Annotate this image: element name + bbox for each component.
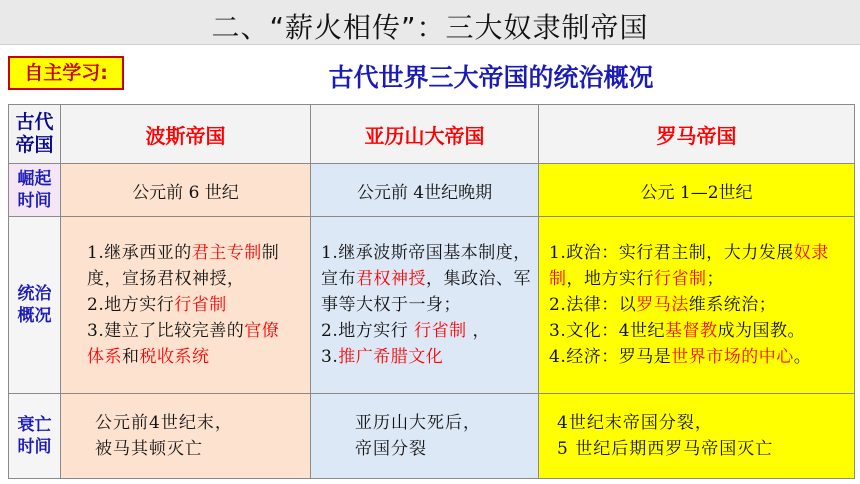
persia-rule-text [61,240,310,370]
highlight-text: 行省制 [654,269,707,289]
highlight-text: 君主专制 [191,243,262,263]
text-run: 维系统治； [688,295,777,315]
column-header-rome: 罗马帝国 [539,105,855,164]
text-run: 1.继承西亚的 [87,243,192,263]
highlight-text: 基督教 [665,321,718,341]
corner-cell [9,105,61,164]
persia-fall-line-1: 公元前4世纪末， [95,413,233,433]
text-run: ； [706,269,724,289]
empire-comparison-table [8,104,855,479]
highlight-text: 推广希腊文化 [338,347,444,367]
row-rise [9,164,855,217]
rome-rise-cell: 公元 1—2世纪 [539,164,855,217]
column-header-persia: 波斯帝国 [61,105,311,164]
text-run: ， [466,321,491,341]
alexander-fall-cell [311,394,539,479]
text-run: 1.继承波斯帝国基本制度，宣布 [321,243,531,289]
alexander-rise-cell: 公元前 4世纪晚期 [311,164,539,217]
highlight-text: 行省制 [414,321,467,341]
text-run: 2.法律：以 [549,295,637,315]
highlight-text: 行省制 [174,295,227,315]
text-run: 3. [321,347,339,367]
slide-title: 二、“薪火相传”：三大奴隶制帝国 [211,11,649,44]
rome-fall-cell [539,394,855,479]
rome-fall-line-1: 4世纪末帝国分裂， [557,413,713,433]
alexander-rule-cell [311,217,539,394]
persia-fall-cell [61,394,311,479]
text-run: 3.建立了比较完善的 [87,321,245,341]
alexander-fall-line-2: 帝国分裂 [355,439,427,459]
text-run: 。 [793,347,812,367]
rome-rule-text [539,240,854,370]
row-label-fall-line-1: 衰亡 [17,415,52,435]
rome-fall-text [539,410,854,462]
row-label-rule-line-2: 概况 [17,306,52,326]
row-rule [9,217,855,394]
row-label-rise-line-1: 崛起 [17,169,52,189]
slide-header [0,0,860,45]
highlight-text: 君权神授 [356,269,426,289]
row-label-rise-line-2: 时间 [17,191,52,211]
persia-fall-line-2: 被马其顿灭亡 [95,439,203,459]
row-label-rule-line-1: 统治 [17,284,52,304]
persia-rise-cell: 公元前 6 世纪 [61,164,311,217]
text-run: ，集政治、军事等大权于一身； [321,269,531,315]
persia-fall-text [61,410,310,462]
row-label-rise [9,164,61,217]
text-run: 成为国教。 [717,321,806,341]
text-run: 和 [122,347,140,367]
row-fall [9,394,855,479]
text-run: 2.地方实行 [321,321,415,341]
alexander-rule-text [311,240,538,370]
alexander-fall-line-1: 亚历山大死后， [355,413,481,433]
text-run: ，地方实行 [566,269,654,289]
text-run: 2.地方实行 [87,295,175,315]
highlight-text: 世界市场的中心 [671,347,794,367]
header-row [9,105,855,164]
highlight-text: 奴隶制 [549,243,829,289]
text-run: 1.政治：实行君主制，大力发展 [549,243,794,263]
rome-fall-line-2: 5 世纪后期西罗马帝国灭亡 [557,439,774,459]
alexander-fall-text [311,410,538,462]
highlight-text: 罗马法 [636,295,689,315]
self-study-badge: 自主学习: [8,56,124,90]
highlight-text: 官僚 体系 [87,321,280,367]
row-label-fall [9,394,61,479]
text-run: 3.文化：4世纪 [549,321,666,341]
highlight-text: 税收系统 [139,347,210,367]
corner-line-1: 古代 [15,111,54,133]
table-subtitle: 古代世界三大帝国的统治概况 [328,63,654,92]
text-run: 制度，宣扬君权神授， [87,243,280,289]
corner-line-2: 帝国 [15,134,54,156]
column-header-alexander: 亚历山大帝国 [311,105,539,164]
text-run: 4.经济：罗马是 [549,347,672,367]
persia-rule-cell [61,217,311,394]
rome-rule-cell [539,217,855,394]
row-label-fall-line-2: 时间 [17,437,52,457]
row-label-rule [9,217,61,394]
